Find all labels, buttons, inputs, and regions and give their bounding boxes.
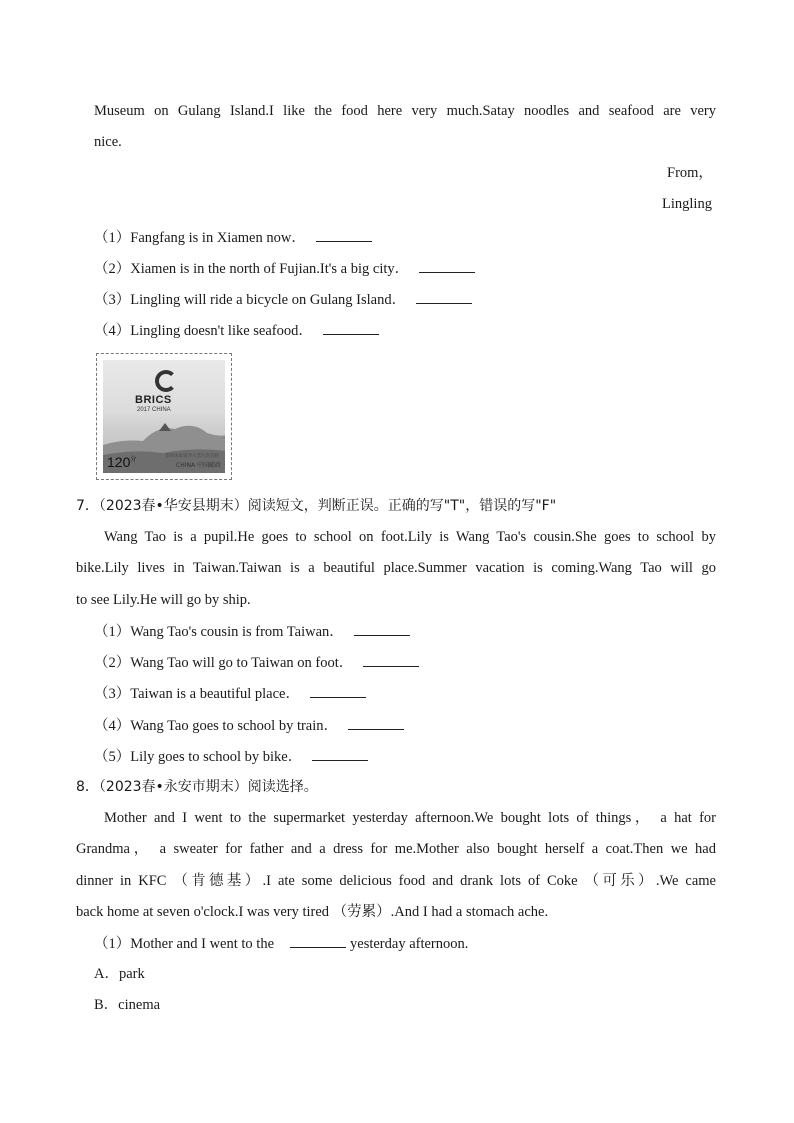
stamp-caption: 金砖国家领导人第九次会晤 bbox=[165, 454, 219, 459]
letter-closing: From， bbox=[667, 165, 713, 181]
answer-blank[interactable] bbox=[416, 289, 472, 304]
question-text: （5）Lily goes to school by bike． bbox=[94, 749, 303, 765]
stamp-artwork bbox=[103, 360, 225, 473]
option-a[interactable]: A．park bbox=[94, 966, 145, 982]
question-text: （1）Fangfang is in Xiamen now． bbox=[94, 230, 306, 246]
passage-line: to see Lily.He will go by ship. bbox=[76, 592, 251, 608]
question-title: 7．（2023春•华安县期末）阅读短文，判断正误。正确的写"T"，错误的写"F" bbox=[76, 498, 557, 514]
question-text: （3）Taiwan is a beautiful place． bbox=[94, 686, 300, 702]
letter-signature: Lingling bbox=[662, 196, 712, 212]
stamp-brand: BRICS bbox=[135, 394, 172, 406]
question-text: （4）Wang Tao goes to school by train． bbox=[94, 718, 339, 734]
brics-logo-icon bbox=[155, 370, 177, 392]
passage-line: bike.Lily lives in Taiwan.Taiwan is a beautiful place.Summer vacation is coming.Wang Tao will go bbox=[76, 560, 716, 576]
passage-line: nice. bbox=[94, 134, 122, 150]
answer-blank[interactable] bbox=[323, 320, 379, 335]
question-item bbox=[94, 683, 366, 704]
question-item bbox=[94, 320, 379, 341]
question-item bbox=[94, 746, 368, 767]
answer-blank[interactable] bbox=[363, 652, 419, 667]
option-b[interactable]: B．cinema bbox=[94, 997, 161, 1013]
answer-blank[interactable] bbox=[419, 258, 475, 273]
answer-blank[interactable] bbox=[348, 715, 404, 730]
answer-blank[interactable] bbox=[354, 621, 410, 636]
passage-line: Mother and I went to the supermarket yesterday afternoon.We bought lots of things， a hat for bbox=[104, 810, 716, 826]
stamp-year: 2017 CHINA bbox=[137, 407, 171, 413]
answer-blank[interactable] bbox=[290, 933, 346, 948]
question-item bbox=[94, 227, 372, 248]
brics-stamp-image bbox=[96, 353, 232, 480]
passage-line: Wang Tao is a pupil.He goes to school on foot.Lily is Wang Tao's cousin.She goes to school by bbox=[104, 529, 716, 545]
passage-line: back home at seven o'clock.I was very tired （劳累）.And I had a stomach ache. bbox=[76, 904, 549, 920]
question-item bbox=[94, 652, 419, 673]
answer-blank[interactable] bbox=[316, 227, 372, 242]
passage-line: dinner in KFC （肯德基）.I ate some delicious food and drank lots of Coke （可乐）.We came bbox=[76, 873, 716, 889]
question-text: （1）Mother and I went to the bbox=[94, 936, 275, 952]
question-item bbox=[94, 715, 404, 736]
stamp-price: $120^分$ bbox=[107, 454, 137, 470]
question-title: 8．（2023春•永安市期末）阅读选择。 bbox=[76, 779, 318, 795]
answer-blank[interactable] bbox=[310, 683, 366, 698]
passage-line: Grandma， a sweater for father and a dress for me.Mother also bought herself a coat.Then we had bbox=[76, 841, 716, 857]
passage-line: Museum on Gulang Island.I like the food here very much.Satay noodles and seafood are very bbox=[94, 103, 716, 119]
question-text: （2）Xiamen is in the north of Fujian.It's a big city． bbox=[94, 261, 410, 277]
question-text: （4）Lingling doesn't like seafood． bbox=[94, 323, 313, 339]
stamp-country: CHINA 中国邮政 bbox=[176, 462, 221, 469]
question-item bbox=[94, 933, 468, 954]
answer-blank[interactable] bbox=[312, 746, 368, 761]
question-text: yesterday afternoon. bbox=[350, 936, 469, 952]
question-text: （2）Wang Tao will go to Taiwan on foot． bbox=[94, 655, 354, 671]
question-item bbox=[94, 258, 475, 279]
question-text: （1）Wang Tao's cousin is from Taiwan． bbox=[94, 624, 344, 640]
question-text: （3）Lingling will ride a bicycle on Gulang Island． bbox=[94, 292, 407, 308]
question-item bbox=[94, 621, 410, 642]
question-item bbox=[94, 289, 472, 310]
